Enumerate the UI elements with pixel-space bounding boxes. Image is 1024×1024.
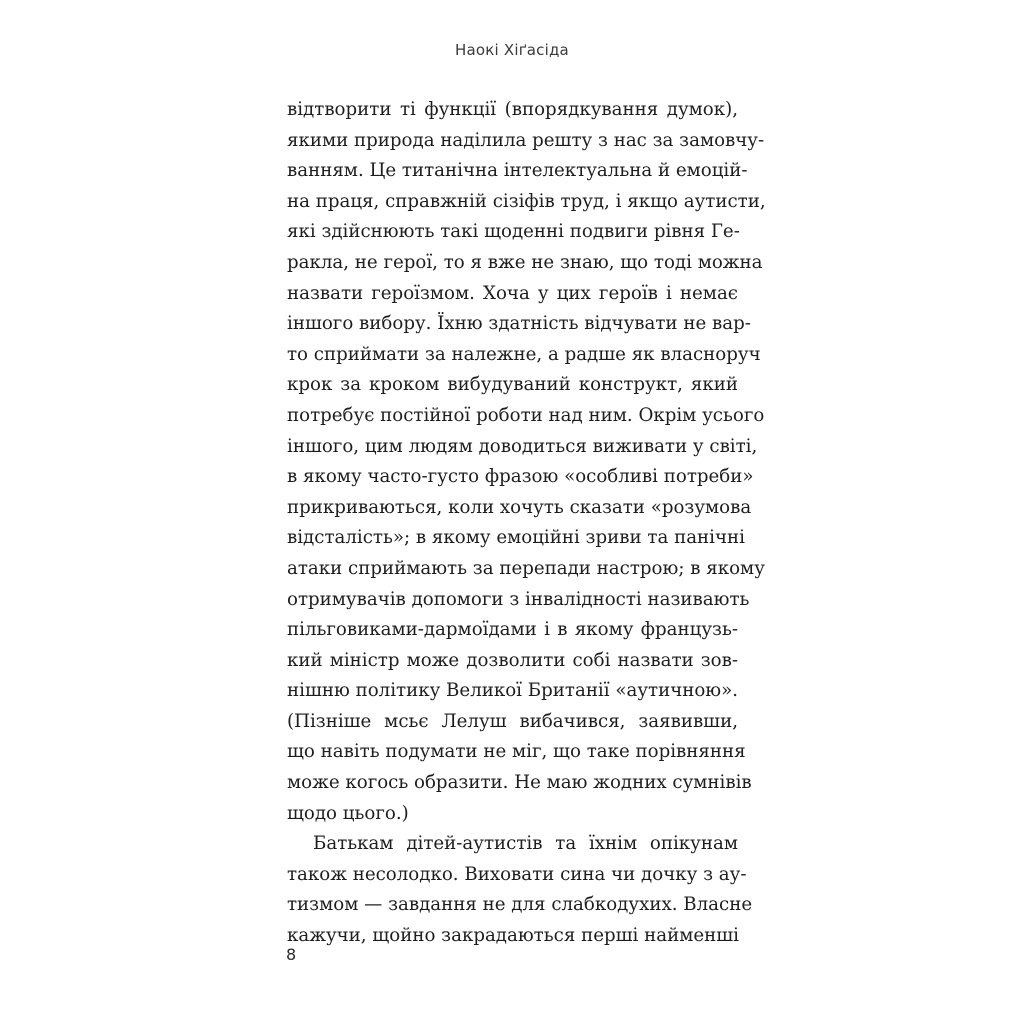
text-line: прикриваються, коли хочуть сказати «розумова: [287, 496, 752, 518]
paragraph-start-line: Батькам дітей-аутистів та їхнім опікунам: [313, 833, 738, 855]
text-line: може когось образити. Не маю жодних сумнівів: [287, 772, 752, 794]
text-line: пільговиками-дармоїдами і в якому французь-: [287, 619, 738, 641]
text-line: іншого, цим людям доводиться виживати у світі,: [287, 435, 758, 457]
text-line: отримувачів допомоги з інвалідності називають: [287, 588, 750, 610]
text-line: які здійснюють такі щоденні подвиги рівня Ге-: [287, 221, 740, 243]
text-line: щодо цього.): [287, 802, 409, 824]
text-line: (Пізніше мсьє Лелуш вибачився, заявивши,: [287, 710, 738, 732]
text-line: потребує постійної роботи над ним. Окрім усього: [287, 404, 765, 426]
running-header-author: Наокі Хіґасіда: [455, 41, 569, 59]
page-number: 8: [286, 945, 297, 964]
text-line: нішню політику Великої Британії «аутичною».: [287, 680, 739, 702]
text-line: також несолодко. Виховати сина чи дочку з ау-: [287, 863, 747, 885]
text-line: в якому часто-густо фразою «особливі потреби»: [287, 466, 754, 488]
text-line: на праця, справжній сізіфів труд, і якщо аутисти,: [287, 190, 766, 212]
text-line: атаки сприймають за перепади настрою; в якому: [287, 557, 765, 579]
text-line: крок за кроком вибудуваний конструкт, який: [287, 374, 738, 396]
text-line: кажучи, щойно закрадаються перші найменші: [287, 925, 739, 947]
text-line: відтворити ті функції (впорядкування думок),: [287, 99, 738, 120]
text-line: тизмом — завдання не для слабкодухих. Власне: [287, 894, 753, 916]
text-line: ракла, не герої, то я вже не знаю, що тоді можна: [287, 251, 763, 273]
text-line: що навіть подумати не міг, що таке порівняння: [287, 741, 746, 763]
text-line: то сприймати за належне, а радше як власноруч: [287, 343, 761, 365]
text-line: іншого вибору. Їхню здатність відчувати не вар-: [287, 313, 751, 335]
text-line: ванням. Це титанічна інтелектуальна й емоцій-: [287, 160, 748, 182]
text-line: відсталість»; в якому емоційні зриви та панічні: [287, 527, 745, 549]
text-line: кий міністр може дозволити собі назвати зов-: [287, 649, 738, 671]
text-line: назвати героїзмом. Хоча у цих героїв і немає: [287, 282, 738, 304]
body-text: [287, 95, 766, 952]
text-line: якими природа наділила решту з нас за замовчу-: [287, 129, 765, 151]
